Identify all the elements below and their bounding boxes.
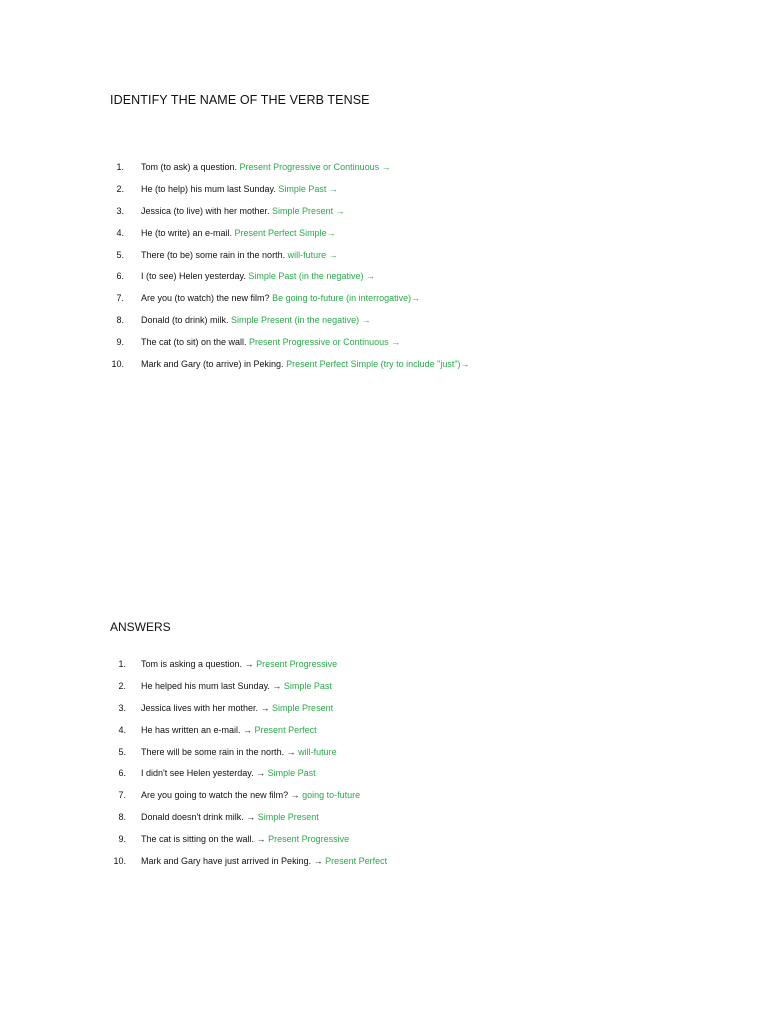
tense-answer: Present Perfect — [325, 856, 388, 867]
answer-text — [141, 724, 317, 736]
tense-hint: Simple Present → — [272, 205, 345, 216]
answer-text — [141, 789, 360, 801]
item-number: 9. — [118, 834, 126, 845]
item-number: 8. — [116, 315, 124, 326]
item-number: 4. — [118, 724, 126, 735]
question-text — [141, 183, 338, 195]
question-sentence: Mark and Gary (to arrive) in Peking. — [141, 359, 287, 370]
question-text — [141, 227, 336, 239]
item-number: 7. — [118, 790, 126, 801]
item-number: 10. — [111, 359, 124, 370]
tense-answer: Simple Past — [283, 680, 332, 691]
question-text — [141, 270, 375, 282]
item-number: 2. — [118, 680, 126, 691]
tense-hint: Simple Past (in the negative) → — [248, 271, 375, 282]
item-number: 3. — [118, 702, 126, 713]
question-text — [141, 358, 470, 370]
tense-hint: will-future → — [287, 249, 338, 260]
question-sentence: Donald (to drink) milk. — [141, 315, 232, 326]
tense-answer: going to-future — [302, 790, 361, 801]
answer-text — [141, 767, 316, 779]
tense-answer: Present Perfect — [254, 724, 317, 735]
tense-hint: Present Perfect Simple→ — [234, 227, 336, 238]
question-text — [141, 336, 400, 348]
answer-text — [141, 833, 349, 845]
answer-sentence: Jessica lives with her mother. → — [141, 702, 273, 713]
item-number: 2. — [116, 183, 124, 194]
tense-answer: Present Progressive — [268, 834, 350, 845]
item-number: 1. — [116, 162, 124, 172]
answer-text — [141, 811, 319, 823]
answer-text — [141, 680, 332, 692]
answer-sentence: Are you going to watch the new film? → — [141, 790, 303, 801]
item-number: 8. — [118, 812, 126, 823]
question-text — [141, 314, 371, 326]
question-sentence: He (to write) an e-mail. — [141, 227, 235, 238]
item-number: 6. — [116, 271, 124, 282]
tense-hint: Present Perfect Simple (try to include "just")→ — [286, 359, 470, 370]
tense-answer: Simple Past — [267, 768, 316, 779]
tense-answer: Present Progressive — [256, 659, 338, 669]
answer-sentence: He helped his mum last Sunday. → — [141, 680, 284, 691]
item-number: 10. — [113, 856, 126, 867]
tense-answer: Simple Present — [272, 702, 334, 713]
item-number: 1. — [118, 659, 126, 669]
question-sentence: Are you (to watch) the new film? — [141, 293, 273, 304]
item-number: 3. — [116, 205, 124, 216]
page-title: IDENTIFY THE NAME OF THE VERB TENSE — [110, 93, 370, 107]
tense-hint: Present Progressive or Continuous → — [249, 337, 401, 348]
answer-sentence: Tom is asking a question. → — [141, 659, 257, 669]
tense-answer: will-future — [298, 746, 337, 757]
item-number: 9. — [116, 337, 124, 348]
question-text — [141, 249, 338, 261]
question-sentence: I (to see) Helen yesterday. — [141, 271, 249, 282]
tense-hint: Be going to-future (in interrogative)→ — [272, 293, 421, 304]
answer-sentence: The cat is sitting on the wall. → — [141, 834, 269, 845]
answer-sentence: There will be some rain in the north. → — [141, 746, 299, 757]
item-number: 6. — [118, 768, 126, 779]
item-number: 4. — [116, 227, 124, 238]
question-sentence: The cat (to sit) on the wall. — [141, 337, 250, 348]
answer-text — [141, 658, 337, 670]
answer-text — [141, 855, 387, 867]
item-number: 5. — [118, 746, 126, 757]
tense-hint: Simple Present (in the negative) → — [231, 315, 371, 326]
question-text — [141, 292, 420, 304]
item-number: 7. — [116, 293, 124, 304]
answers-heading: ANSWERS — [110, 620, 171, 634]
answer-text — [141, 702, 333, 714]
answer-sentence: He has written an e-mail. → — [141, 724, 255, 735]
question-sentence: Jessica (to live) with her mother. — [141, 205, 273, 216]
question-text — [141, 205, 345, 217]
tense-hint: Simple Past → — [278, 183, 338, 194]
question-sentence: He (to help) his mum last Sunday. — [141, 183, 279, 194]
answer-sentence: Mark and Gary have just arrived in Peking. → — [141, 856, 326, 867]
answer-sentence: Donald doesn't drink milk. → — [141, 812, 258, 823]
question-sentence: Tom (to ask) a question. — [141, 162, 240, 172]
question-sentence: There (to be) some rain in the north. — [141, 249, 288, 260]
tense-answer: Simple Present — [257, 812, 319, 823]
answer-sentence: I didn't see Helen yesterday. → — [141, 768, 268, 779]
answer-text — [141, 746, 337, 758]
tense-hint: Present Progressive or Continuous → — [239, 162, 391, 172]
item-number: 5. — [116, 249, 124, 260]
question-text — [141, 161, 391, 173]
